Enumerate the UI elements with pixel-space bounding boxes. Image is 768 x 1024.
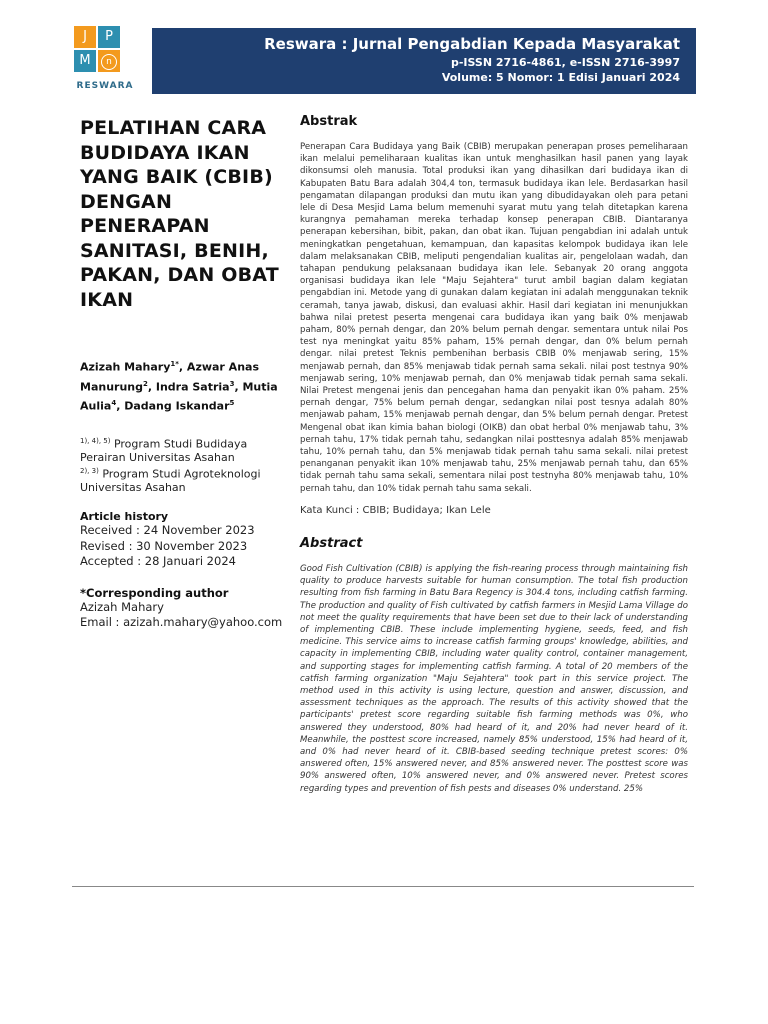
abstrak-text: Penerapan Cara Budidaya yang Baik (CBIB) merupakan penerapan proses pemeliharaan ikan melalui pemeliharaan kualitas ikan untuk menghasilkan hasil panen yang layak dikonsumsi oleh manusia. Total produksi ikan yang dihasilkan dari budidaya ikan di Kabupaten Batu Bara adalah 304,4 ton, termasuk budidaya ikan lele. Berdasarkan hasil pengamatan dilapangan produksi dan mutu ikan yang dibudidayakan oleh para petani lele di Desa Mesjid Lama belum memenuhi syarat mutu yang telah ditetapkan karena kurangnya pemahaman mereka terhadap konsep penerapan CBIB. Diantaranya penerapan kebersihan, bibit, pakan, dan obat ikan. Tujuan pengabdian ini adalah untuk meningkatkan pengetahuan, kemampuan, dan kapasitas kelompok budidaya ikan lele dalam melaksanakan CBIB, meliputi pengendalian kualitas air, pengelolaan wadah, dan tahapan pendukung pelaksanaan budidaya ikan lele. Sebanyak 20 orang anggota organisasi budidaya ikan lele "Maju Sejahtera" turut ambil bagian dalam kegiatan pengabdian ini. Metode yang di gunakan dalam kegiatan ini adalah menggunakan teknik ceramah, tanya jawab, diskusi, dan evaluasi akhir. Hasil dari kegiatan ini menunjukkan bahwa nilai pretest peserta mengenai cara budidaya ikan yang baik 0% menjawab paham, 80% pernah dengar, dan 20% belum pernah dengar. sementara untuk nilai Pos test nya meningkat yaitu 85% paham, 15% pernah dengar, dan 0% belum pernah dengar. nilai pretest Teknis pembenihan berbasis CBIB 0% menjawab sering, 15% menjawab pernah, dan 85% menjawab tidak pernah sama sekali. nilai post testnya 90% menjawab sering, 10% menjawab pernah, dan 0% menjawab tidak pernah sama sekali. Nilai Pretest mengenai jenis dan pencegahan hama dan penyakit ikan 0% paham. 25% pernah dengar, 75% belum pernah dengar, sedangkan nilai post tesnya adalah 80% menjawab paham, 15% menjawab pernah dengar, dan 5% belum pernah dengar. Pretest Mengenal obat ikan kimia bahan biologi (OIKB) dan obat herbal 0% menjawab tahu, 3% pernah tahu, 17% tidak pernah tahu, sedangkan nilai posttesnya adalah 85% menjawab tahu, 10% pernah tahu, dan 5% menjawab tidak pernah tahu sama sekali. nilai pretest penanganan penyakit ikan 10% menjawab tahu, 25% menjawab pernah tahu, dan 65% tidak pernah tahu sama sekali, sementara nilai post testnyha 80% menjawab tahu, 10% pernah tahu, dan 10% tidak pernah tahu sama sekali. <box>300 142 688 494</box>
corresponding-heading: *Corresponding author <box>80 585 229 600</box>
abstract-text: Good Fish Cultivation (CBIB) is applying the fish-rearing process through maintaining fish quality to produce harvests suitable for human consumption. The total fish production resulting from fish farming in Batu Bara Regency is 304.4 tons, including catfish farming. The production and quality of Fish cultivated by catfish farmers in Mesjid Lama Village do not meet the quality requirements that have been set due to their lack of understanding of implementing CBIB. These include implementing hygiene, seeds, feed, and fish medicine. This service aims to increase catfish farming groups' knowledge, abilities, and capacity in implementing CBIB, including water quality control, container management, and supporting stages for implementing catfish farming. A total of 20 members of the catfish farming organization "Maju Sejahtera" took part in this service project. The method used in this activity is using lecture, question and answer, discussion, and assessment techniques as the approach. The results of this activity showed that the participants' pretest score regarding suitable fish farming methods was 0%, who answered they understood, 80% had heard of it, and 20% had never heard of it. Meanwhile, the posttest score increased, namely 85% understood, 15% had heard of it, and 0% had never heard of it. CBIB-based seeding technique pretest scores: 0% answered often, 15% answered never, and 85% answered never. The posttest score was 90% answered often, 10% answered never, and 0% answered never. Pretest scores regarding types and prevention of fish pests and diseases 0% understand. 25% <box>300 563 688 794</box>
received-date: Received : 24 November 2023 <box>80 523 255 538</box>
corresponding-email: Email : azizah.mahary@yahoo.com <box>80 615 283 630</box>
author-mark: 3 <box>229 379 235 388</box>
author-name: , Indra Satria <box>147 380 230 394</box>
journal-logo <box>72 26 136 92</box>
abstract-column <box>300 114 688 829</box>
article-title: PELATIHAN CARA BUDIDAYA IKAN YANG BAIK (CBIB) DENGAN PENERAPAN SANITASI, BENIH, PAKAN, DAN OBAT IKAN <box>80 117 279 311</box>
logo-letter-p: P <box>98 26 120 48</box>
article-history-heading: Article history <box>80 510 169 524</box>
logo-wordmark: RESWARA <box>76 81 134 91</box>
affiliation-item <box>80 435 290 465</box>
author-name: , Mutia Aulia <box>80 380 278 413</box>
author-name: , Azwar Anas Manurung <box>80 360 259 394</box>
accepted-date: Accepted : 28 Januari 2024 <box>80 554 236 569</box>
keywords: Kata Kunci : CBIB; Budidaya; Ikan Lele <box>300 504 491 516</box>
divider-line <box>72 886 694 887</box>
logo-letter-j: J <box>74 26 96 48</box>
affiliation-text: Program Studi Agroteknologi Universitas Asahan <box>80 467 261 494</box>
revised-date: Revised : 30 November 2023 <box>80 538 248 553</box>
author-mark: 1* <box>170 360 179 368</box>
affiliation-item <box>80 465 290 495</box>
journal-banner <box>152 28 696 94</box>
abstrak-heading: Abstrak <box>300 114 358 129</box>
author-name: Azizah Mahary <box>80 360 171 374</box>
logo-letter-n <box>98 50 120 72</box>
logo-letter-m: M <box>74 50 96 72</box>
article-info-column <box>80 116 290 631</box>
author-mark: 5 <box>229 399 235 408</box>
affiliation-text: Program Studi Budidaya Perairan Universitas Asahan <box>80 437 248 465</box>
logo-ring-icon: n <box>101 54 117 70</box>
journal-volume: Volume: 5 Nomor: 1 Edisi Januari 2024 <box>441 71 680 84</box>
affiliation-mark: 1), 4), 5) <box>80 436 111 445</box>
affiliation-mark: 2), 3) <box>80 466 99 475</box>
author-mark: 2 <box>143 379 148 388</box>
journal-title: Reswara : Jurnal Pengabdian Kepada Masyarakat <box>264 35 680 53</box>
author-mark: 4 <box>111 399 117 408</box>
logo-grid <box>74 26 122 74</box>
abstract-heading: Abstract <box>300 535 363 551</box>
corresponding-name: Azizah Mahary <box>80 599 164 614</box>
author-list <box>80 356 290 415</box>
author-name: , Dadang Iskandar <box>116 399 230 413</box>
affiliations <box>80 435 290 494</box>
journal-issn: p-ISSN 2716-4861, e-ISSN 2716-3997 <box>450 56 680 69</box>
